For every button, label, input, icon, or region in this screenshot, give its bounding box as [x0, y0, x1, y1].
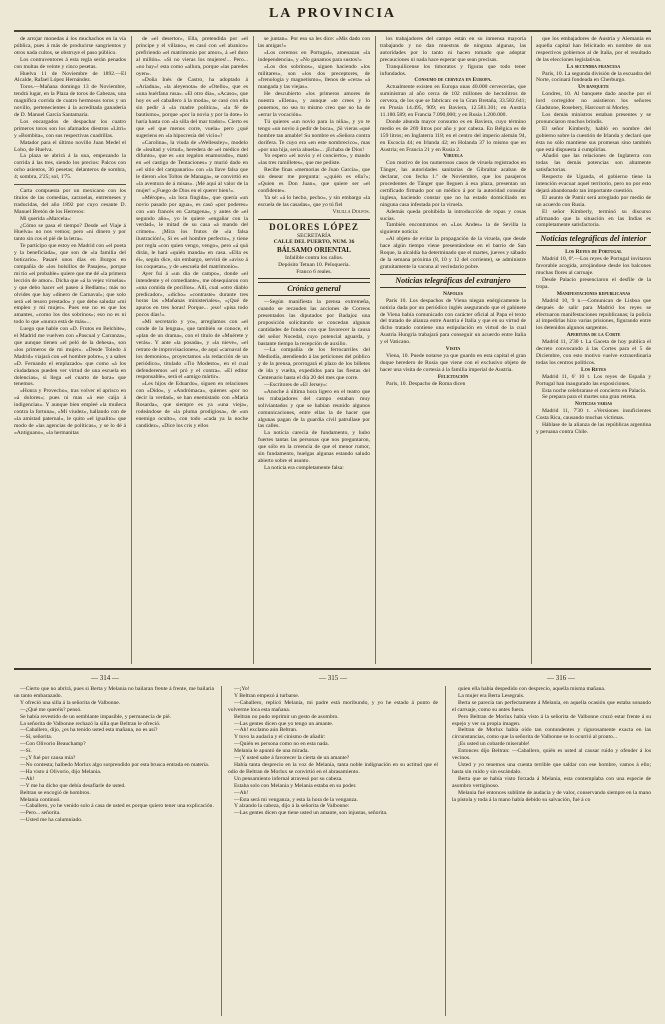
- column-rule: [221, 686, 222, 1016]
- paragraph: —Cierto que no abrirá, pues si Berta y Melania no bailaran frente á frente, me bailaría un tanto embarazado.: [14, 686, 214, 699]
- paragraph: Entonces dijo Beltran: —Caballero, quién es usted al causar ruido y ofender á los vecinos.: [452, 748, 651, 762]
- feuilleton-rule: [14, 668, 651, 670]
- paragraph: —Sí.: [20, 748, 32, 755]
- paragraph: Pero Beltran de Morlux había visto á la señorita de Valbonne cruzó estar frente á su espejo y ver su propia imagen.: [452, 713, 651, 727]
- paragraph: Mi querida «Marcela»:: [20, 215, 72, 222]
- paragraph: se juntan». Por eso sa les dice: «Mis dado con las amigas!»: [258, 36, 370, 49]
- paragraph: Beltran se encogió de hombros.: [20, 789, 91, 796]
- paragraph: También encontramos en «Los Andes» la de Sevilla la siguiente noticia:: [380, 222, 526, 236]
- paragraph: —¿Qué me queréis? pensó.: [20, 706, 82, 713]
- folio-center: — 315 —: [319, 674, 347, 682]
- page-header: [14, 4, 651, 32]
- paragraph: —Con Olivorio Beauchamp?: [20, 741, 86, 748]
- paragraph: Usted y yo tenemos una cuenta terrible que saldar con ese hombre, vamos á ello; hasta sin ruido y sin escándalo.: [452, 761, 651, 775]
- paragraph: París 10. Los despachos de Viena niegan enérgicamente la noticia dada por un periódico inglés asegurando que el gabinete de Viena había comunicado con carácter oficial al Papa el texto del tratado de alianza entre Austria é Italia y que en su virtud de dicho tratado contiene una estipulación en virtud de la cual Austria Hungría trabajará para conseguir un acuerdo entre Italia y el Vaticano.: [380, 297, 526, 346]
- paragraph: «Doña Inés de Castro, ha adoptado á «Ariadna», «la aleyenota» de «Otello», que es «una huérfana rusa». «El otro día», «Acaso», que hoy es «el caballero á la moda», se casó con ella sin pedir á «la madre política», «la fé de bautismo», porque «por la novia y por la dote» lo haría hasta con «la silla del mar trador». Cierto es que «el que menos corre, vuela» pero ¿qué sugeriens en «la hipocresía del vicio»?: [136, 77, 248, 139]
- paragraph: Además queda prohibida la introducción de ropas y cosas sucias.: [380, 208, 526, 222]
- column-4: [380, 36, 526, 668]
- paragraph: —Quién es persona como no en esta nada.: [234, 741, 330, 748]
- paragraph: «Carolina», la viuda de «Wellessley», modelo de «lealtad y virtud», heredera de «el médico del difunto», que es «un regalon enamorado», mató en «el castigo de Tentaciones» y murió dado en «el sitio del campanario» con «la llave falsa que le dieron «los Toltos de Managa», se convirtió en «la aventura de á misas». ¡Mé aquí al valor de la mujer! «¡Fuego de Dios en el querer bien!».: [136, 139, 248, 194]
- paragraph: Berta se parecía tan perfectamente á Melania, en aquella ocasión que estaba sonando el carruaje, como su antes fuera.: [452, 699, 651, 713]
- paragraph: —Según manifiesta la prensa extremeña, cuando se recauden las acciones de Correos presentados las diputados por Badajoz una proposición solicitando se concedan algunas cantidades de fondos con que favorecer la causa del señor Nocedal, cuyo potencial aguarda, y bastante tiempo la recepción de auxilio.: [258, 299, 370, 347]
- paragraph: Te participo que estoy en Madrid con «el poeta y la beneficiada», que son de «la familia del boticario». Pasaré unos días en Burgos en compañía de «los bolsillos de Pasajes», porque mi tío «el probable» quiere que me dé «la primera lección de amor». Dicha que «á la vejez viruelas» y que debo hacer «el paseo á Bedlam»; más no olvides que hay «dinero de Carnaval»; que solo será «el tesoro prestado» y que debo saludar «mi empleo y mi mujer». Pues ese no es que los amantes, «como los dos sobrinos»; eso no es ni todo lo que «nunca está de más»...: [14, 243, 126, 326]
- ad-line: Depósito Tetuan 10. Peluquería.: [278, 262, 350, 269]
- signature: Velilla Dolfos.: [332, 208, 370, 215]
- paragraph: Berta que se había visto forzada á Melania, esta contemplaba con una especie de asombro vertiginoso.: [452, 775, 651, 789]
- paragraph: Huelva 11 de Noviembre de 1892.—El Alcalde, Rafael López Hernández.: [14, 70, 126, 84]
- paragraph: Viena, 10. Puede notarse ya que guardo en esta capital el gran duque heredero de Rusia que viene con el exclusivo objeto de hacer una visita de cortesía á la familia imperial de Austria.: [380, 352, 526, 373]
- paragraph: Tú quieres «un novio para la niña», y yo te tengo «un novio á pedir de boca», ¡Si vieras «qué hombre tan amable! Su nombre es «Señora contra dorifera. Te cuyo era «en este nombrecico», mas «por una hija, sería abuela»... ¡Echaba de Dios!: [258, 118, 370, 153]
- paragraph: El señor Kimberly, habló en nombre del gobierno sobre la cuestión de Irlanda y declaró que ésta no sólo mantiene sus promesas sino también que está dispuesta á cumplirlas.: [536, 125, 651, 153]
- paragraph: Los demás ministros estaban presentes y se pronunciaron muchos brindis.: [536, 111, 651, 125]
- paragraph: La mujer era Berta Lesegrais.: [458, 692, 525, 699]
- paragraph: Y ofreció una silla á la señorita de Valbonne.: [20, 699, 121, 706]
- paragraph: —Caballero, replicó Melania, mi padre está moribundo, y yo he estado á punto de volverme loca esta mañana.: [228, 699, 438, 713]
- paragraph: Toros.—Mañana domingo 13 de Noviembre, tendrá lugar, en la Plaza de toros de Cabezas, una magnífica corrida de cuatro hermosos toros y un novillo, pertenecientes á la acreditada ganadería de D. Manuel García Santamaría.: [14, 84, 126, 118]
- paragraph: Donde abunda mayor consumo es en Baviera, cuyo término medio es de 269 litros por año y por cabeza. En Bélgica es de 159 litros; en Inglaterra 118; en el centro del imperio alemán 94, en Escocia 44; en Irlanda 42; en Holanda 37 lo mismo que en Austria; en Francia 21 y en Rusia 2.: [380, 118, 526, 153]
- paragraph: Ayer fuí á «un día de campo», donde «el intendente y el comediante», me obsequiaron con «una comida de pocillos». Allí, cual «otro diablo predicador», «dicho» «contraste» durante tres horas las «Mañanas ministeriales», «¡Qué de apuros en tres horas! Porque... ¡eso! «pisa todo pocos días!».: [136, 270, 248, 319]
- folio-right: — 316 —: [547, 674, 575, 682]
- subheading: Los Reyes: [581, 366, 606, 373]
- paragraph: Beltran no pudo reprimir un gesto de asombro.: [234, 713, 339, 720]
- subheading: Un banquete: [578, 84, 609, 91]
- advertisement-box: [258, 219, 370, 280]
- paragraph: He descubierto «los primeros amores de nuestra «Elena», y aunque «te crees y lo ponemos, no sea tu mismo creo que no ha de «errar la vocación».: [258, 91, 370, 118]
- paragraph: —Y me ha dicho que debía desafiarle de usted.: [20, 782, 126, 789]
- paragraph: Beltran de Morlux había oído tan contundentes y rigurosamente exacta en las circunstancias, como que la señorita de Valbonne se lo ocurrió al pronto...: [452, 727, 651, 741]
- column-rule: [253, 36, 254, 664]
- folio-left: — 314 —: [91, 674, 119, 682]
- paragraph: «Mérope», «la loca fingida», que quería «un novio pasado por agua», es casó «por poderes» con «un francés en Cartagena», y antes de «el segundo año», yo le quiere «engañar con la verdad», le mitad de su casa «á mando del crimen». ¡Mira los frutos de «la falsa ilustración!», Si es «el hombre perfecto», y tiene por regla «con quien vengo, vengo», pero «á quá dirán, le hará «quién manda» en casa. «Ella es él», según dice, sin embargo, servirá de «aviso á los coquetas», y de «escuela del matrimonio».: [136, 194, 248, 270]
- feuilleton-column-3: [452, 686, 651, 1018]
- paragraph: —Caballero, yo he venido solo á casa de usted es porque quiero tener una explicación.: [20, 803, 214, 810]
- paragraph: Madrid 11, 7'30 t. «Versiones insuficientes Costa Rica, causando muchas víctimas.: [536, 408, 651, 422]
- column-rule: [445, 686, 446, 1016]
- column-rule: [375, 36, 376, 664]
- section-title: Noticias telegráficas del interior: [536, 232, 651, 246]
- paragraph: «Los ceremos en Portugal», amenazan «la independencia», y «No ganamos para sustos!»: [258, 49, 370, 63]
- paragraph: Melania continuó.: [20, 796, 61, 803]
- paragraph: —Pero... señorita.: [20, 810, 61, 817]
- paragraph: Y alzando la cabeza, dijo á la señorita de Valbonne:: [234, 803, 350, 810]
- paragraph: de «el desertor», Ella, pretendida por «el príncipe y el villano», es casó con «el abanico» prefiriendo «el matrimonio por amor», á «el duro al millón». «Si no vieras los mujeres!... Pero... «no hay»! esta como «allura, porque «las paredes oyen».: [136, 36, 248, 77]
- subheading: Viruela: [443, 153, 463, 160]
- paragraph: Madrid 10, 6ª.—Los reyes de Portugal invitaron favorable acogida, arrojándose desde los balcones muchas flores al carruaje.: [536, 256, 651, 277]
- subheading: La secundra francesa: [566, 63, 621, 70]
- ad-line: Franco 6 reales.: [296, 269, 332, 276]
- paragraph: Madrid 10, 9 n.—Comunican de Lisboa que después de salir para Madrid los reyes se efectuaron manifestaciones republicanas; la policía al impedirlas hizo varias prisiones, figurando entre los detenidos algunos sargentos.: [536, 297, 651, 332]
- paragraph: La noticia carecía de fundamento, y hubo fuertes tantas las personas que nos preguntaron, que sólo en la creencia de que el menor rumor, sin fundamento, huelgas algunas estando saludo abierto sobre el asunto.: [258, 430, 370, 464]
- feuilleton-column-1: [14, 686, 214, 1018]
- masthead: LA PROVINCIA: [268, 6, 397, 21]
- paragraph: «Al objeto de evitar la propagación de la viruela, que desde hace algún tiempo viene presentándose en el barrio de San Roque, la alcaldía ha determinado que el martes, jueves y sábado de la semana próxima (8, 10 y 12 del corriente), se administre gratuitamente la vacuna al vecindario pobre.: [380, 236, 526, 270]
- paragraph: «Mi secretario y yo», arreglamos con «el conde de la lengua», que también se conoce, el «plan de un drama», con el título de «Muérete y verás». Y ante «la posada», y «la nieve», «el retrato de improvisaciones», de aquí «carnaval de los demonios», proyectamos «la redacción de un periódico», titulado «Tio Modesto», en el cual defenderemos «el pró y el contra». «El editor responsable», será el «amigo mártir».: [136, 319, 248, 381]
- ad-subtitle: SECRETARÍA: [296, 232, 332, 239]
- paragraph: Estaba solo con Melania y Melania estaba en su poder.: [234, 782, 357, 789]
- paragraph: ¿Cómo se pasa el tiempo? Desde «el Viaje á Huelva» no nos vemos; pero «ni dinero y por tanto sin cos el pié de la letra».: [14, 222, 126, 243]
- paragraph: —Las gentes dicen que tiene usted un amante, son injustas, señorita.: [234, 810, 388, 817]
- subheading: Noticias varias: [574, 401, 613, 408]
- paragraph: Respecto de Uganda, el gobierno tiene la intención evacuar aquel territorio, pero no por esto dejará abandonado tan importante cuestión.: [536, 174, 651, 194]
- paragraph: —Escritores de «El Jersey»:: [264, 381, 328, 388]
- paragraph: Se había revestido de un semblante impasible, y permanecía de pié.: [20, 713, 171, 720]
- subheading: Nápoles: [442, 290, 464, 297]
- paragraph: «Les hijos de Eduardo», siguen en relaciones con «Dido», y «Andrómaca», quienes «por no decir la verdad», se han enemistado con «María Rosarda», que siempre es ya «una vieja», rodeándose de «la pluma prodigiosa», de «un enemigo oculto», con todo «cada ya la noche candidez», «Dice los cris y ellos: [136, 381, 248, 429]
- ad-address: CALLE DEL PUERTO, NUM. 36: [273, 239, 355, 246]
- subheading: Apertura de la Corte: [566, 332, 621, 339]
- section-title: Crónica general: [258, 282, 370, 296]
- subheading: Felicitación: [437, 373, 469, 380]
- paragraph: Un pensamiento infernal atravesó por su cabeza.: [234, 775, 343, 782]
- paragraph: «Anoche á última hora ligero en el teatro que les trabajadores del campo estaban muy soliviantados y que se habían reunido algunos comunicaciones, entre ellas la de hacer que algunas pagan de la guardia civil patrullase por las calles.: [258, 388, 370, 430]
- paragraph: de arrojar monedas á los muchachos en la vía pública, pues á más de producirse sangrientos y otros nada cultos, se obstruye el paso público.: [14, 36, 126, 56]
- paragraph: —¡Yo!: [234, 686, 250, 692]
- paragraph: Carta compuesta por un mexicano con los títulos de las comedias, zarzuelas, entremeses y traducidas, del año 1892 por cuyo cesante D. Manuel Bretón de los Herreros:: [14, 188, 126, 215]
- divider: [14, 184, 126, 185]
- paragraph: Matador para el último novillo Juan Medel el Lobo, de Huelva.: [14, 139, 126, 153]
- paragraph: Yo espero «el novio y el concierto», y mando «las tres ramilletes», que me pediste.: [258, 153, 370, 167]
- subheading: Manifestaciones republicanas: [556, 290, 631, 297]
- paragraph: —¡Y usted sabe á favorecer la cierta de un amante?: [234, 755, 350, 762]
- paragraph: —No contesta; halbedo Morlux algo sorprendido por esta brusca entrada en materia.: [20, 761, 210, 768]
- ad-line: Infalible contra los callos.: [284, 255, 344, 262]
- paragraph: El asunto de Pamir será arreglado por medio de un acuerdo con Rusia.: [536, 194, 651, 208]
- paragraph: los trabajadores del campo están en su inmensa mayoría trabajando y no dan muestras de ninguna algunas, las autoridades por lo tanto ni hacen tomado que adoptar precauciones ni nada hace esperar que sean precisas.: [380, 36, 526, 63]
- subheading: Visita: [445, 346, 461, 353]
- paragraph: «Los dos sobrinos», siguen haciendo «los militares», son «los dos preceptores, de «frenología y magnetismo», llenos de «cera» «á mangada y las viejas».: [258, 63, 370, 91]
- paragraph: Esta noche celebrarase el concierto en Palacio.: [542, 387, 647, 394]
- paragraph: Se prepara para el martes una gran retreta.: [542, 394, 637, 401]
- column-2: [136, 36, 248, 668]
- paragraph: La señorita de Valbonne rechazó la silla que Beltran le ofreció.: [20, 720, 161, 727]
- paragraph: —¿Y fué por causa mía?: [20, 755, 76, 762]
- paragraph: —La compañía de los ferrocarriles del Mediodía, atendiendo á las peticiones del público y de la prensa, prorrogará el plazo de los billetes de ida y vuelta, expedidos para las fiestas del Centenario hasta el día 20 del mes que corre.: [258, 347, 370, 382]
- ad-title: DOLORES LÓPEZ: [269, 221, 359, 232]
- paragraph: Melania fué entonces sublime de audacia y de valor, conservando siempre en la mano la pistola y toda á la mano había debido su salvación, fué á co: [452, 789, 651, 803]
- paragraph: —Sí, señorita.: [20, 734, 53, 741]
- paragraph: Ya sé: «á lo hecho, pecho», y sin embargo «la escuela de las casadas», que yo tú fiel: [258, 194, 370, 208]
- ad-product: BÁLSAMO ORIENTAL: [277, 246, 351, 255]
- paragraph: —Ah! exclamo aún Beltran.: [234, 727, 298, 734]
- paragraph: que los embajadores de Austria y Alemania en aquella capital han felicitado en nombre de sus respectivos gobiernos al de Italia, por el resultado de las elecciones legislativas.: [536, 36, 651, 63]
- paragraph: —Las gentes dicen que yo tengo un amante.: [234, 720, 334, 727]
- paragraph: Añadió que las relaciones de Inglaterra con todas las demás potencias son altamente satisfactorias.: [536, 153, 651, 174]
- paragraph: Y Beltran empezó á turbarse.: [234, 692, 300, 699]
- paragraph: Londres, 10. Al banquete dado anoche por el lord corregidor no asistieron los señores Gladstone, Rosebery, Harcourt ni Morley.: [536, 91, 651, 112]
- paragraph: Tranquilícense los timoratos y figuras que todo tener infundados.: [380, 63, 526, 77]
- subheading: Consumo de cerveza en Europa.: [414, 77, 492, 84]
- paragraph: Había tanta desprecio en la voz de Melania, tanta noble indignación en su actitud que el odio de Beltran de Morlux se convirtió en el abrasamiento.: [228, 761, 438, 775]
- paragraph: Y tuvo la audacia y el cinismo de añadir:: [234, 734, 326, 741]
- paragraph: quien ella había despedido con desprecio, aquella misma mañana.: [458, 686, 606, 692]
- paragraph: Melania le apuntó de una mirada.: [234, 748, 309, 755]
- subheading: Los Reyes de Portugal: [565, 249, 622, 256]
- paragraph: Háblase de la alianza de las repúblicas argentina y peruana contra Chile.: [536, 422, 651, 435]
- feuilleton-column-2: [228, 686, 438, 1018]
- paragraph: —Usted me ha calumniado.: [20, 817, 83, 824]
- paragraph: Los encargados de despachar los cuatro primeros toros son los afamados diestros «Litri» y «Bombita», con sus respectivas cuadrillas.: [14, 118, 126, 139]
- paragraph: «Honra y Provecho», tras volver el aprisco en «á dolores»; pues ni mas «á ese caija á indigencias». Y aunque bien empleé «la muñeca contra la fortuna», «Mi viudez», hallando con de «la amistad paternal», le quito «el igualito» que modo de «las agencias de políticas», y se lo dé á «Antiguano», «la hermanitas: [14, 388, 126, 436]
- column-1: [14, 36, 126, 668]
- paragraph: París, 10. La segunda división de la escuadra del Norte, cocinará fondeada en Cherburgo.: [536, 70, 651, 84]
- paragraph: Con motivo de los numerosos casos de viruela registrados en Tánger, las autoridades sanitarias de Gibraltar acaban de declarar, con fecha 1.º de Noviembre, que los pasajeros procedentes de Tánger que lleguen á esa plaza, presentan un certificado firmado por un médico á por la autoridad consular inglesa, haciendo constar que no ha estado domiciliado en ninguna casa infestada por la viruela.: [380, 160, 526, 208]
- paragraph: —Esta será mi venganza, y esta la hora de la venganza.: [234, 796, 358, 803]
- paragraph: Desde Palacio presenciaron el desfile de la tropa.: [536, 277, 651, 290]
- paragraph: —Caballero, dijo, ¿es ha tenido usted esta mañana, no es así?: [20, 727, 158, 734]
- paragraph: —Ah!: [20, 775, 35, 782]
- paragraph: El señor Kimberly, terminó su discurso afirmando que la situación en las Indias es completamente satisfactoria.: [536, 208, 651, 229]
- paragraph: Madrid 11, 6' 10 t. Los reyes de España y Portugal han inaugurado las exposiciones.: [536, 373, 651, 387]
- column-rule: [131, 36, 132, 664]
- paragraph: La noticia era completamente falsa:: [264, 464, 344, 471]
- paragraph: Madrid 11, 2'30 t. La Gaceta de hoy publica el decreto convocando á las Cortes para el 5 de Diciembre, con esto motivo vuelve extraordinaria todas los centros políticos.: [536, 339, 651, 366]
- paragraph: Los contraventores á esta regla serán penados con multas de veinte y cinco pesetas.: [14, 56, 126, 70]
- column-3: [258, 36, 370, 668]
- column-rule: [531, 36, 532, 664]
- paragraph: Luego que hable con «D. Frutos en Belchite», el Madrid me vuelven con «Pascual y Carranza», que aunque tienen «el peló de la dehesa», son «los primeros de mi mujer». «Desde Toledo á Madrid» viajará con «el hombre pobre», y a sabes «D. Fernando el emplazado» que como «á los ciudadanos pueden ver virtud de una escuela en dolencias», si llega «el cuarto de hora» que tenemos.: [14, 326, 126, 388]
- paragraph: Recibe finas «memorias de Juan García», que sin desear me pregunta: «¿quién es ella?»; «Quien es Don Juan», que quiere ser «el confidente».: [258, 167, 370, 194]
- paragraph: —Ah!: [234, 789, 249, 796]
- paragraph: ¡Es usted un cobarde miserable!: [458, 741, 530, 748]
- paragraph: —Ha visto á Olivorio, dijo Melania.: [20, 768, 102, 775]
- paragraph: La plaza se abrirá á la una, empezando la corrida á las tres, siendo los precios: Palcos con ocho asientos, 36 pesetas; delanteros de sombra, 4; sombra, 2'25; sol, 1'75.: [14, 153, 126, 181]
- paragraph: Actualmente existen en Europa unas 40.000 cervecerías, que suministran al año cerca de 102 millones de hectolitros de cerveza, de los que se fabrican: en la Gran Bretaña, 33.582.641; en Prusia 14.495, 909; en Baviera, 12.581.301; en Austria 11.180.589; en Francia 7.090,000; y en Rusia 1.200.000.: [380, 84, 526, 118]
- section-title: Noticias telegráficas del extranjero: [380, 274, 526, 288]
- paragraph: París, 10. Despacho de Roma dicen: [386, 380, 466, 387]
- column-5: [536, 36, 651, 668]
